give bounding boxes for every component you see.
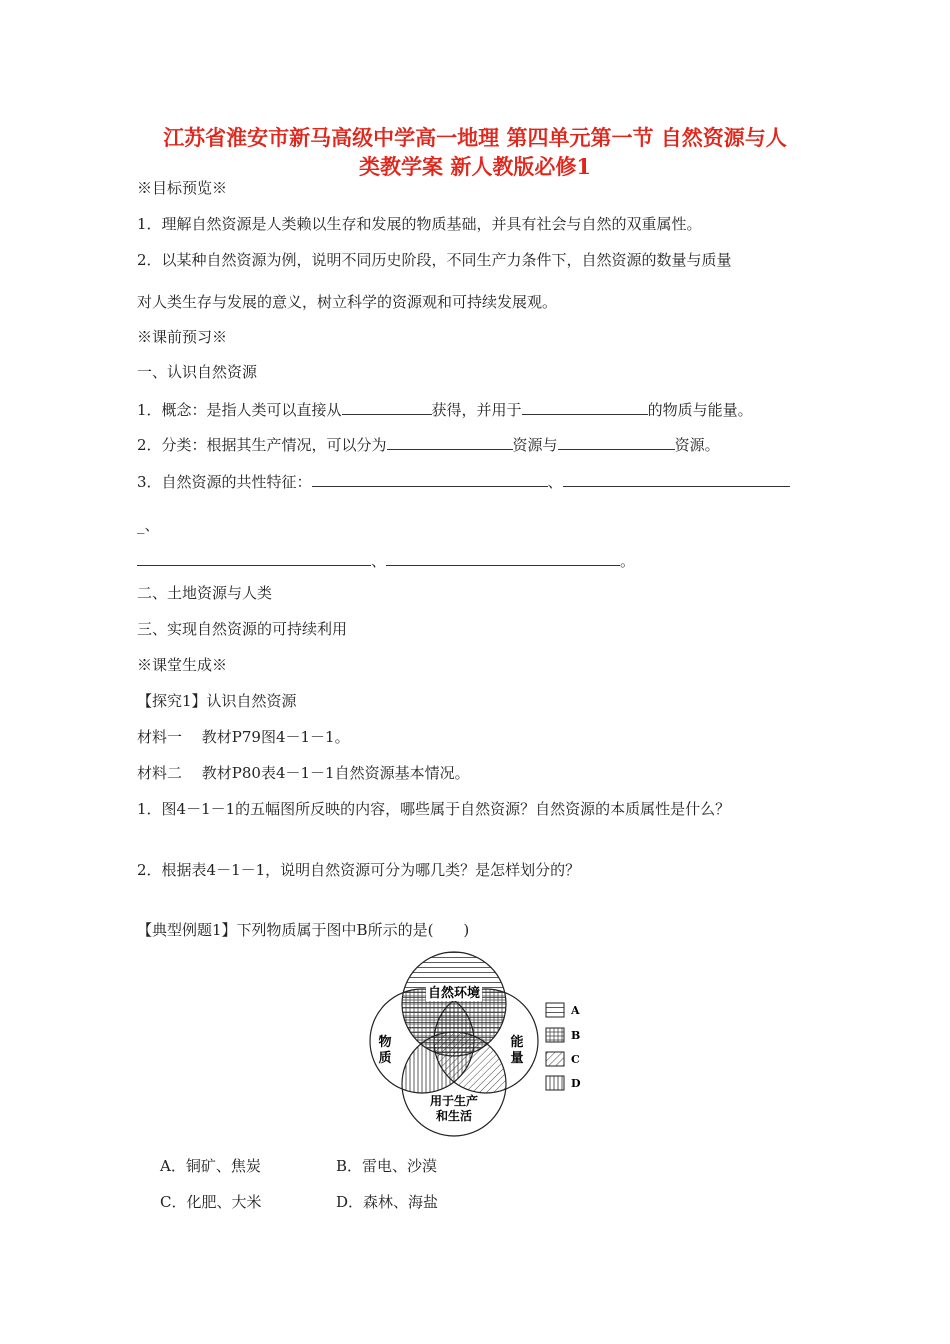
fill-blank[interactable] [342,399,432,415]
fill-blank[interactable] [312,471,548,487]
fill-blank[interactable] [387,434,513,450]
legend-label-B: B [571,1029,581,1042]
material-1: 材料一 教材P79图4－1－1。 [137,728,350,746]
question-concept: 1．概念：是指人类可以直接从 获得，并用于 的物质与能量。 [137,401,753,419]
legend-label-C: C [571,1053,580,1066]
option-A[interactable]: A．铜矿、焦炭 [160,1157,261,1175]
goal-2-line-1: 2．以某种自然资源为例，说明不同历史阶段，不同生产力条件下，自然资源的数量与质量 [137,251,732,269]
title-line-2: 类教学案 新人教版必修1 [359,154,591,179]
legend-label-D: D [571,1077,581,1090]
explore-1-heading: 【探究1】认识自然资源 [137,692,297,710]
legend-swatch-A [546,1003,564,1017]
title-line-1: 江苏省淮安市新马高级中学高一地理 第四单元第一节 自然资源与人 [163,125,787,150]
fill-blank[interactable] [522,399,648,415]
label-matter-2: 质 [378,1051,392,1066]
class-question-2: 2．根据表4－1－1，说明自然资源可分为哪几类？是怎样划分的？ [137,861,581,879]
section-pre-study: ※课前预习※ [137,328,228,346]
goal-1: 1．理解自然资源是人类赖以生存和发展的物质基础，并具有社会与自然的双重属性。 [137,215,702,233]
material-2: 材料二 教材P80表4－1－1自然资源基本情况。 [137,764,470,782]
heading-sustainable-use: 三、实现自然资源的可持续利用 [137,620,348,638]
option-C[interactable]: C．化肥、大米 [160,1193,262,1211]
fill-blank[interactable] [558,434,675,450]
venn-diagram [360,950,600,1150]
question-classification: 2．分类：根据其生产情况，可以分为 资源与 资源。 [137,436,720,454]
label-energy-2: 量 [510,1051,524,1066]
question-common-features: 3．自然资源的共性特征： 、 [137,471,790,492]
section-goal-preview: ※目标预览※ [137,179,228,197]
label-natural-environment: 自然环境 [427,986,481,1001]
fill-blank[interactable] [386,550,620,566]
label-energy-1: 能 [510,1035,524,1050]
option-D[interactable]: D．森林、海盐 [336,1193,439,1211]
heading-land-resources: 二、土地资源与人类 [137,584,273,602]
example-1: 【典型例题1】下列物质属于图中B所示的是( ) [137,921,470,939]
option-B[interactable]: B．雷电、沙漠 [336,1157,438,1175]
fill-blank[interactable] [563,471,790,487]
heading-know-resources: 一、认识自然资源 [137,363,258,381]
label-production-1: 用于生产 [429,1094,479,1108]
legend [546,1003,581,1090]
class-question-1: 1．图4－1－1的五幅图所反映的内容，哪些属于自然资源？自然资源的本质属性是什么？ [137,800,731,818]
section-classroom: ※课堂生成※ [137,656,228,674]
legend-swatch-B [546,1028,564,1042]
legend-swatch-D [546,1076,564,1090]
legend-label-A: A [571,1004,580,1017]
legend-swatch-C [546,1052,564,1066]
question-common-features-end: 、 。 [137,550,635,571]
label-production-2: 和生活 [435,1109,473,1123]
fill-blank[interactable] [137,550,371,566]
label-matter-1: 物 [378,1035,392,1050]
document-title [120,123,830,181]
goal-2-line-2: 对人类生存与发展的意义，树立科学的资源观和可持续发展观。 [137,293,558,311]
question-common-features-cont: _、 [137,516,160,534]
